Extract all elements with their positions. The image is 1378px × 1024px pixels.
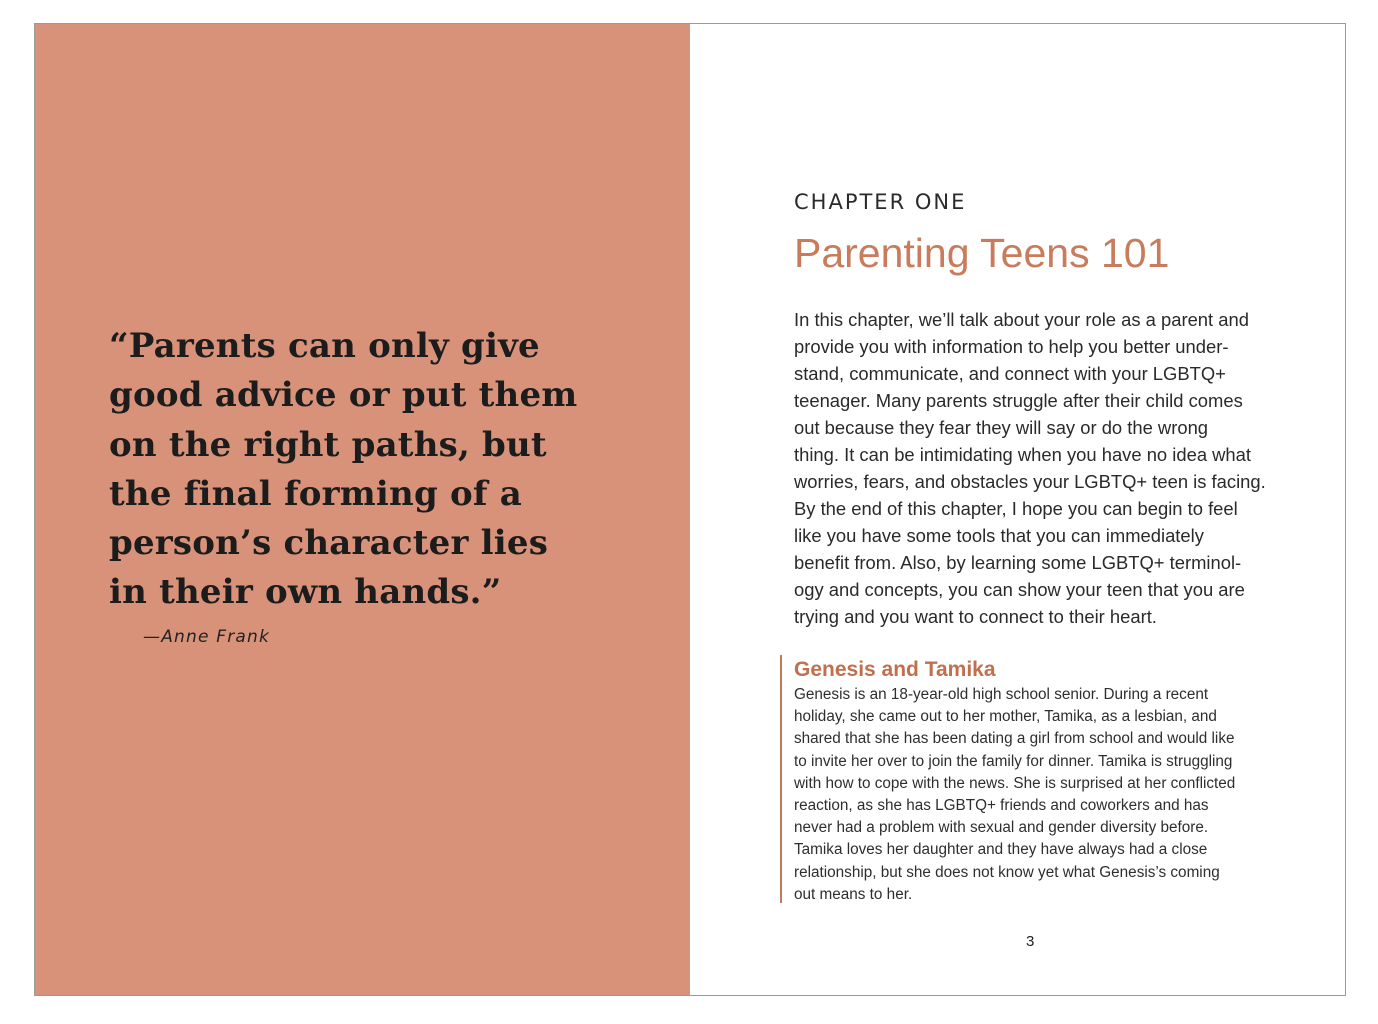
case-study-sidebar	[780, 655, 1280, 903]
sidebar-line: holiday, she came out to her mother, Tamika, as a lesbian, and	[794, 708, 1217, 726]
sidebar-line: with how to cope with the news. She is surprised at her conflicted	[794, 774, 1236, 792]
sidebar-line: out means to her.	[794, 885, 913, 903]
sidebar-line: never had a problem with sexual and gender diversity before.	[794, 819, 1209, 837]
sidebar-line: relationship, but she does not know yet what Genesis’s coming	[794, 863, 1220, 881]
sidebar-line: Genesis is an 18-year-old high school senior. During a recent	[794, 686, 1209, 703]
sidebar-line: reaction, as she has LGBTQ+ friends and coworkers and has	[794, 797, 1209, 815]
sidebar-line: shared that she has been dating a girl from school and would like	[794, 730, 1235, 748]
paragraph-line: teenager. Many parents struggle after their child comes	[794, 390, 1243, 411]
left-page	[35, 24, 690, 995]
paragraph-line: benefit from. Also, by learning some LGBTQ+ terminol-	[794, 552, 1242, 573]
quote-line: on the right paths, but	[109, 424, 547, 465]
epigraph-quote	[109, 322, 609, 618]
sidebar-text	[794, 684, 1280, 906]
paragraph-line: thing. It can be intimidating when you have no idea what	[794, 444, 1252, 465]
paragraph-line: provide you with information to help you better under-	[794, 336, 1229, 357]
sidebar-line: to invite her over to join the family for dinner. Tamika is struggling	[794, 752, 1233, 770]
right-page	[690, 24, 1346, 995]
quote-line: good advice or put them	[109, 375, 578, 416]
chapter-intro-paragraph	[794, 306, 1284, 630]
chapter-title: Parenting Teens 101	[794, 230, 1170, 276]
paragraph-line: ogy and concepts, you can show your teen that you are	[794, 579, 1245, 600]
paragraph-line: trying and you want to connect to their heart.	[794, 606, 1157, 627]
paragraph-line: By the end of this chapter, I hope you can begin to feel	[794, 498, 1238, 519]
paragraph-line: like you have some tools that you can immediately	[794, 525, 1204, 546]
paragraph-line: out because they fear they will say or do the wrong	[794, 417, 1209, 438]
paragraph-line: stand, communicate, and connect with your LGBTQ+	[794, 363, 1226, 384]
quote-line: in their own hands.”	[109, 572, 502, 613]
chapter-label: CHAPTER ONE	[794, 190, 967, 214]
book-spread	[34, 23, 1346, 996]
sidebar-title: Genesis and Tamika	[794, 658, 996, 681]
quote-line: “Parents can only give	[109, 326, 540, 366]
quote-attribution: —Anne Frank	[143, 627, 271, 647]
quote-line: person’s character lies	[109, 523, 549, 564]
quote-line: the final forming of a	[109, 473, 522, 514]
page-number: 3	[1026, 933, 1035, 950]
sidebar-line: Tamika loves her daughter and they have always had a close	[794, 841, 1208, 859]
paragraph-line: In this chapter, we’ll talk about your role as a parent and	[794, 309, 1249, 330]
paragraph-line: worries, fears, and obstacles your LGBTQ+ teen is facing.	[794, 471, 1266, 492]
